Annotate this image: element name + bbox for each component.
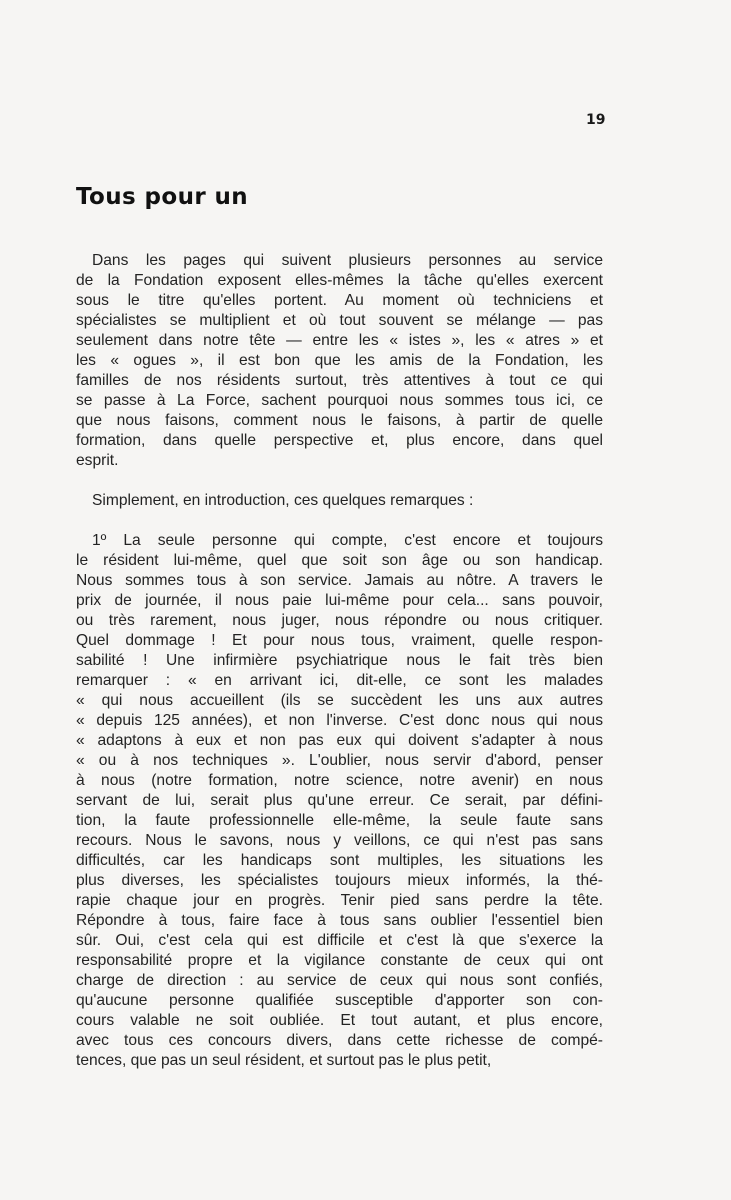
text-line: Simplement, en introduction, ces quelques remarques : <box>92 492 474 509</box>
text-line: Répondre à tous, faire face à tous sans oublier l'essentiel bien <box>76 912 603 929</box>
text-line: tences, que pas un seul résident, et surtout pas le plus petit, <box>76 1052 492 1069</box>
text-line: prix de journée, il nous paie lui-même pour cela... sans pouvoir, <box>76 592 603 609</box>
text-line: Dans les pages qui suivent plusieurs personnes au service <box>92 252 603 269</box>
text-line: les « ogues », il est bon que les amis de la Fondation, les <box>76 352 603 369</box>
paragraph <box>76 491 603 511</box>
text-line: cours valable ne soit oubliée. Et tout autant, et plus encore, <box>76 1012 603 1029</box>
text-line: rapie chaque jour en progrès. Tenir pied sans perdre la tête. <box>76 892 603 909</box>
text-line: « adaptons à eux et non pas eux qui doivent s'adapter à nous <box>76 732 603 749</box>
text-line: plus diverses, les spécialistes toujours mieux informés, la thé- <box>76 872 603 889</box>
text-line: servant de lui, serait plus qu'une erreur. Ce serait, par défini- <box>76 792 603 809</box>
text-line: spécialistes se multiplient et où tout souvent se mélange — pas <box>76 312 603 329</box>
page-number: 19 <box>586 112 606 128</box>
text-line: le résident lui-même, quel que soit son âge ou son handicap. <box>76 552 603 569</box>
text-line: formation, dans quelle perspective et, plus encore, dans quel <box>76 432 603 449</box>
text-line: « ou à nos techniques ». L'oublier, nous servir d'abord, penser <box>76 752 603 769</box>
text-line: avec tous ces concours divers, dans cette richesse de compé- <box>76 1032 603 1049</box>
text-line: qu'aucune personne qualifiée susceptible d'apporter son con- <box>76 992 603 1009</box>
paragraph <box>76 531 603 1071</box>
text-line: à nous (notre formation, notre science, notre avenir) en nous <box>76 772 603 789</box>
page-title: Tous pour un <box>76 184 249 210</box>
text-line: recours. Nous le savons, nous y veillons, ce qui n'est pas sans <box>76 832 603 849</box>
text-line: esprit. <box>76 452 119 469</box>
text-line: de la Fondation exposent elles-mêmes la tâche qu'elles exercent <box>76 272 603 289</box>
text-line: tion, la faute professionnelle elle-même, la seule faute sans <box>76 812 603 829</box>
text-line: seulement dans notre tête — entre les « istes », les « atres » et <box>76 332 603 349</box>
text-line: Quel dommage ! Et pour nous tous, vraiment, quelle respon- <box>76 632 603 649</box>
text-line: que nous faisons, comment nous le faisons, à partir de quelle <box>76 412 603 429</box>
text-line: familles de nos résidents surtout, très attentives à tout ce qui <box>76 372 603 389</box>
paragraph <box>76 251 603 471</box>
text-line: se passe à La Force, sachent pourquoi nous sommes tous ici, ce <box>76 392 603 409</box>
text-line: sous le titre qu'elles portent. Au moment où techniciens et <box>76 292 603 309</box>
text-line: responsabilité propre et la vigilance constante de ceux qui ont <box>76 952 603 969</box>
body-text <box>76 251 603 1091</box>
text-line: remarquer : « en arrivant ici, dit-elle, ce sont les malades <box>76 672 603 689</box>
text-line: « depuis 125 années), et non l'inverse. C'est donc nous qui nous <box>76 712 603 729</box>
text-line: « qui nous accueillent (ils se succèdent les uns aux autres <box>76 692 603 709</box>
text-line: 1º La seule personne qui compte, c'est encore et toujours <box>92 532 603 549</box>
text-line: difficultés, car les handicaps sont multiples, les situations les <box>76 852 603 869</box>
text-line: sûr. Oui, c'est cela qui est difficile et c'est là que s'exerce la <box>76 932 603 949</box>
text-line: sabilité ! Une infirmière psychiatrique nous le fait très bien <box>76 652 603 669</box>
text-line: ou très rarement, nous juger, nous répondre ou nous critiquer. <box>76 612 603 629</box>
text-line: Nous sommes tous à son service. Jamais au nôtre. A travers le <box>76 572 603 589</box>
text-line: charge de direction : au service de ceux qui nous sont confiés, <box>76 972 603 989</box>
